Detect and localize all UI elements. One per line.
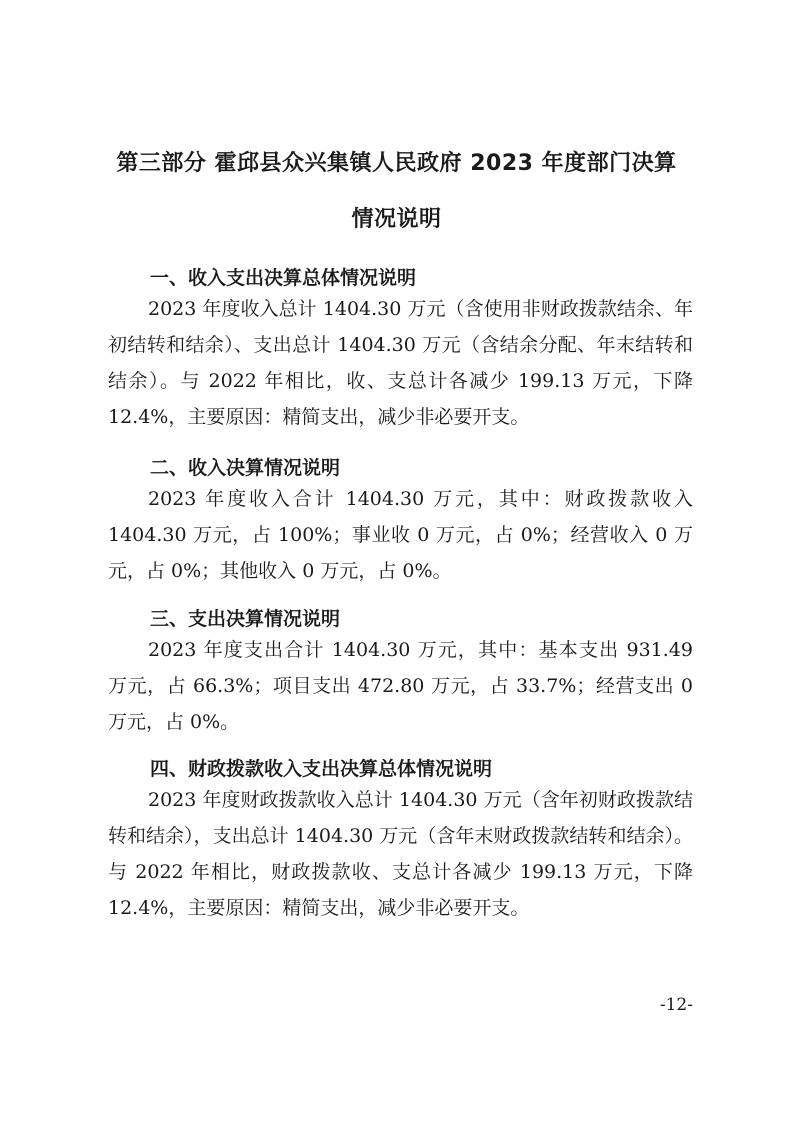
- section-heading-3: 三、支出决算情况说明: [150, 608, 341, 630]
- section-body-4: 2023 年度财政拨款收入总计 1404.30 万元（含年初财政拨款结转和结余），支出总计 1404.30 万元（含年末财政拨款结转和结余）。与 2022 年相比，财政拨款收、支总计各减少 199.13 万元，下降 12.4%，主要原因：精简支出，减少非必要开支。: [108, 789, 693, 919]
- section-heading-2: 二、收入决算情况说明: [150, 457, 341, 479]
- document-title-line1: 第三部分 霍邱县众兴集镇人民政府 2023 年度部门决算: [116, 151, 677, 176]
- page-number: -12-: [659, 995, 693, 1015]
- section-heading-1: 一、收入支出决算总体情况说明: [150, 267, 417, 289]
- section-heading-4: 四、财政拨款收入支出决算总体情况说明: [150, 758, 493, 780]
- section-body-3: 2023 年度支出合计 1404.30 万元，其中：基本支出 931.49 万元，占 66.3%；项目支出 472.80 万元，占 33.7%；经营支出 0 万元，占 0%。: [108, 639, 693, 733]
- section-body-1: 2023 年度收入总计 1404.30 万元（含使用非财政拨款结余、年初结转和结余）、支出总计 1404.30 万元（含结余分配、年末结转和结余）。与 2022 年相比，收、支总计各减少 199.13 万元，下降 12.4%，主要原因：精简支出，减少非必要开支。: [108, 298, 693, 428]
- section-body-2: 2023 年度收入合计 1404.30 万元，其中：财政拨款收入 1404.30 万元，占 100%；事业收 0 万元，占 0%；经营收入 0 万元，占 0%；其他收入 0 万元，占 0%。: [108, 488, 693, 582]
- document-title-line2: 情况说明: [351, 207, 442, 232]
